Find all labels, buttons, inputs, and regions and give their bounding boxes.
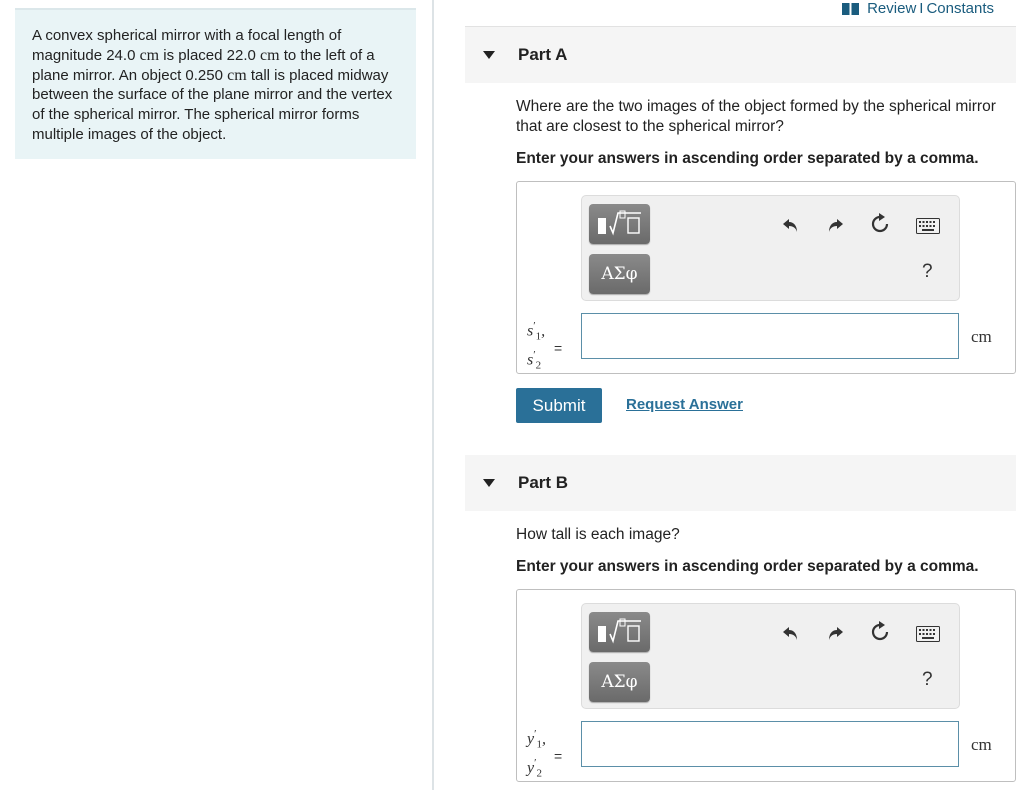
variable-label: $y'_1$, $y'_2$: [527, 728, 547, 780]
problem-text: A convex spherical mirror with a focal length of magnitude 24.0: [32, 27, 342, 64]
greek-symbols-button[interactable]: ΑΣφ: [589, 662, 650, 702]
header-separator: I: [919, 0, 924, 17]
collapse-triangle-icon[interactable]: [483, 479, 495, 487]
collapse-triangle-icon[interactable]: [483, 51, 495, 59]
undo-icon[interactable]: [778, 212, 804, 238]
problem-text: tall is placed midway between the surface of the plane mirror and the vertex of the spherical mirror. The spherical mirror forms multiple images of the object.: [32, 66, 393, 143]
templates-icon: [595, 209, 645, 239]
book-icon: [842, 3, 859, 15]
reset-icon[interactable]: [867, 619, 893, 645]
math-toolbar: [581, 603, 960, 709]
part-b-instruction: Enter your answers in ascending order separated by a comma.: [516, 558, 979, 575]
part-b-answer-box: [516, 589, 1016, 782]
problem-text: to the left of a plane mirror. An object 0.250: [32, 46, 375, 84]
part-a-answer-box: [516, 181, 1016, 374]
unit-text: cm: [260, 46, 280, 64]
top-bar: [465, 0, 1016, 27]
keyboard-icon[interactable]: [915, 621, 941, 647]
problem-statement: [15, 8, 416, 159]
unit-label: cm: [971, 735, 992, 754]
help-button[interactable]: ?: [922, 669, 933, 690]
constants-link[interactable]: Constants: [926, 0, 994, 17]
part-b-header[interactable]: [465, 455, 1016, 511]
redo-icon[interactable]: [822, 620, 848, 646]
templates-button[interactable]: [589, 204, 650, 244]
reset-icon[interactable]: [867, 211, 893, 237]
greek-symbols-button[interactable]: ΑΣφ: [589, 254, 650, 294]
keyboard-icon[interactable]: [915, 213, 941, 239]
help-button[interactable]: ?: [922, 261, 933, 282]
part-a-header[interactable]: [465, 27, 1016, 83]
part-a-question: Where are the two images of the object formed by the spherical mirror that are closest to the spherical mirror?: [516, 98, 996, 135]
equals-sign: =: [554, 340, 563, 356]
submit-button[interactable]: Submit: [516, 388, 602, 423]
header-links: [842, 0, 994, 17]
part-a-instruction: Enter your answers in ascending order separated by a comma.: [516, 150, 979, 167]
unit-label: cm: [971, 327, 992, 346]
templates-icon: [595, 617, 645, 647]
answer-input[interactable]: [581, 313, 959, 359]
part-b-question: How tall is each image?: [516, 526, 680, 543]
equals-sign: =: [554, 748, 563, 764]
templates-button[interactable]: [589, 612, 650, 652]
part-a-title: Part A: [518, 45, 568, 64]
variable-label: $s'_1$, $s'_2$: [527, 320, 546, 372]
column-divider: [432, 0, 434, 790]
part-b-title: Part B: [518, 473, 569, 492]
math-toolbar: [581, 195, 960, 301]
review-link[interactable]: Review: [867, 0, 917, 17]
unit-text: cm: [227, 66, 247, 84]
undo-icon[interactable]: [778, 620, 804, 646]
redo-icon[interactable]: [822, 212, 848, 238]
unit-text: cm: [139, 46, 160, 64]
request-answer-link[interactable]: Request Answer: [626, 396, 743, 413]
answer-input[interactable]: [581, 721, 959, 767]
problem-text: is placed 22.0: [159, 46, 261, 64]
